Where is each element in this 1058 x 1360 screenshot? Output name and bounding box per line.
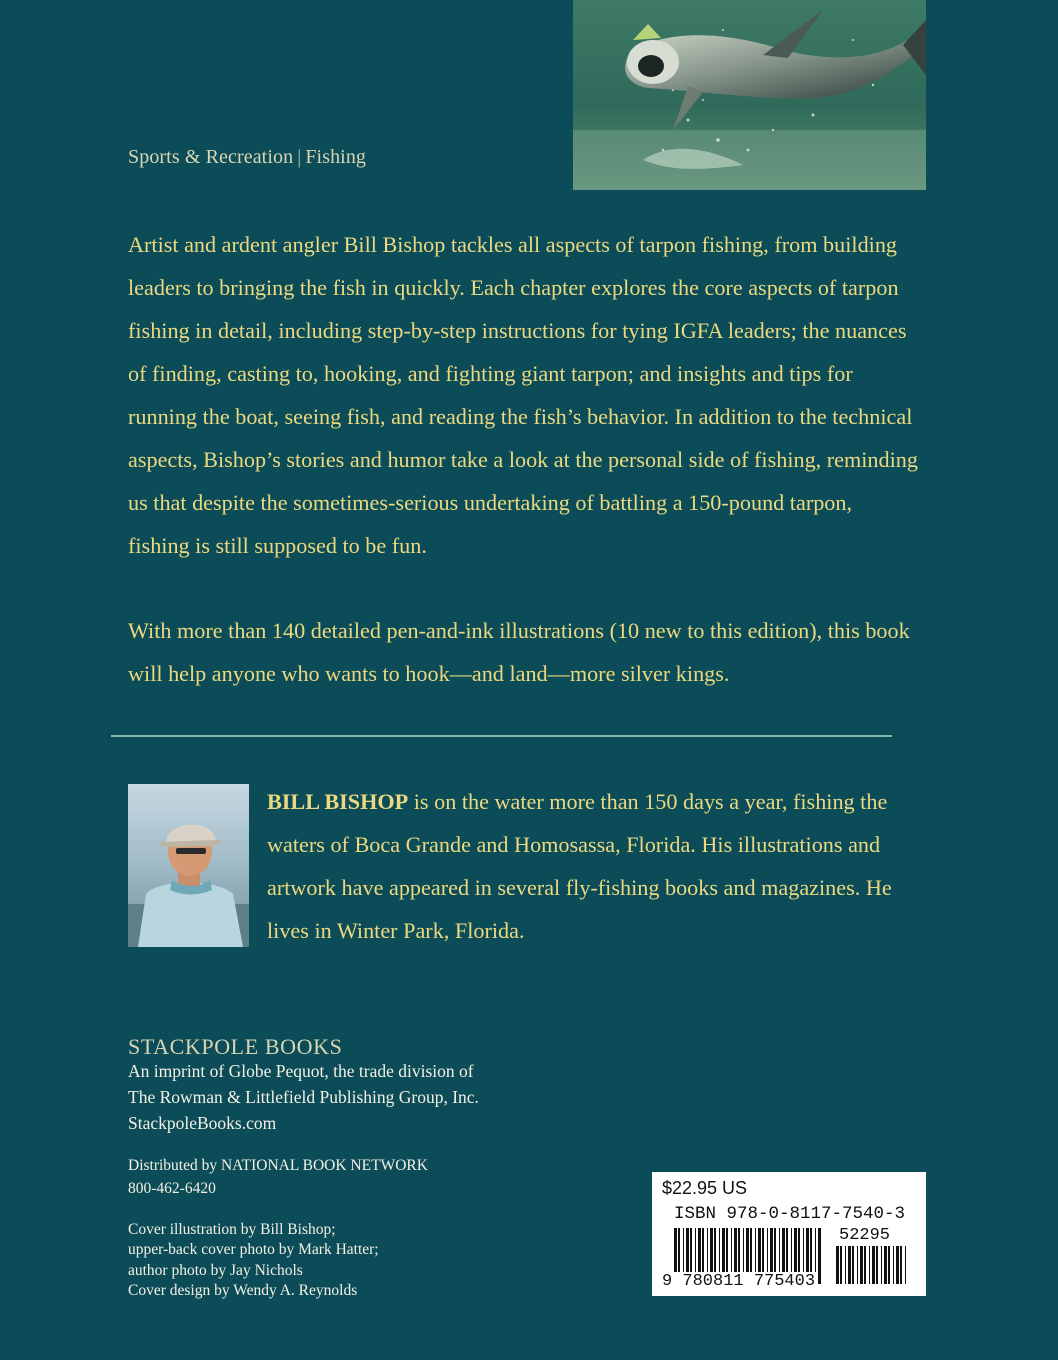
author-bio-text: is on the water more than 150 days a year, fishing the waters of Boca Grande and Homosassa, Florida. His illustrations and artwork have appeared in several fly-fishing books and magazines. He lives in Winter Park, Florida. <box>267 789 892 943</box>
description-paragraph-2: With more than 140 detailed pen-and-ink illustrations (10 new to this edition), this book will help anyone who wants to hook—and land—more silver kings. <box>128 618 910 686</box>
distribution-info <box>128 1154 428 1200</box>
barcode-bar <box>872 1246 875 1284</box>
barcode-box <box>652 1172 926 1296</box>
publisher-line-2: The Rowman & Littlefield Publishing Group, Inc. <box>128 1087 479 1107</box>
barcode-bar <box>876 1246 878 1284</box>
credit-design: Cover design by Wendy A. Reynolds <box>128 1282 358 1300</box>
cover-credits <box>128 1220 379 1302</box>
barcode-bar <box>845 1246 846 1284</box>
credit-illustration: Cover illustration by Bill Bishop; <box>128 1221 336 1238</box>
barcode-bar <box>836 1246 839 1284</box>
section-divider <box>111 735 892 737</box>
distribution-line: Distributed by NATIONAL BOOK NETWORK <box>128 1157 428 1174</box>
barcode-bar <box>896 1246 899 1284</box>
author-photo <box>128 784 249 947</box>
barcode-bar <box>893 1246 894 1284</box>
barcode-bar <box>864 1246 866 1284</box>
ean-digits: 9 780811 775403 <box>662 1272 816 1291</box>
barcode-bar <box>852 1246 854 1284</box>
price-label: $22.95 US <box>662 1178 748 1198</box>
author-name: BILL BISHOP <box>267 789 409 814</box>
category-primary: Sports & Recreation <box>128 146 294 168</box>
credit-photo: upper-back cover photo by Mark Hatter; <box>128 1241 379 1259</box>
addon-digits: 52295 <box>839 1226 891 1245</box>
barcode-bar <box>840 1246 842 1284</box>
credit-author-photo: author photo by Jay Nichols <box>128 1261 303 1279</box>
category-secondary: Fishing <box>305 146 367 168</box>
barcode-bar <box>860 1246 863 1284</box>
category-separator: | <box>297 146 302 168</box>
category-line <box>128 146 366 169</box>
author-bio <box>267 780 917 952</box>
publisher-website: StackpoleBooks.com <box>128 1113 277 1133</box>
barcode-bar <box>900 1246 902 1284</box>
description-paragraph-1: Artist and ardent angler Bill Bishop tackles all aspects of tarpon fishing, from building leaders to bringing the fish in quickly. Each chapter explores the core aspects of tarpon fishing in detail, including step-by-step instructions for tying IGFA leaders; the nuances of finding, casting to, hooking, and fighting giant tarpon; and insights and tips for running the boat, seeing fish, and reading the fish’s behavior. In addition to the technical aspects, Bishop’s stories and humor take a look at the personal side of fishing, reminding us that despite the sometimes-serious undertaking of battling a 150-pound tarpon, fishing is still supposed to be fun. <box>128 232 918 558</box>
barcode-bar <box>869 1246 870 1284</box>
barcode-bar <box>881 1246 882 1284</box>
tarpon-photo <box>573 0 926 190</box>
publisher-name: STACKPOLE BOOKS <box>128 1034 343 1059</box>
barcode-bar <box>905 1246 906 1284</box>
publisher-line-1: An imprint of Globe Pequot, the trade division of <box>128 1061 474 1081</box>
publisher-info <box>128 1058 479 1136</box>
barcode-bar <box>848 1246 851 1284</box>
barcode-bar <box>888 1246 890 1284</box>
distribution-phone: 800-462-6420 <box>128 1180 216 1197</box>
barcode-bar <box>857 1246 858 1284</box>
isbn-label: ISBN 978-0-8117-7540-3 <box>674 1204 906 1224</box>
barcode-bar <box>818 1228 821 1284</box>
barcode-bar <box>884 1246 887 1284</box>
